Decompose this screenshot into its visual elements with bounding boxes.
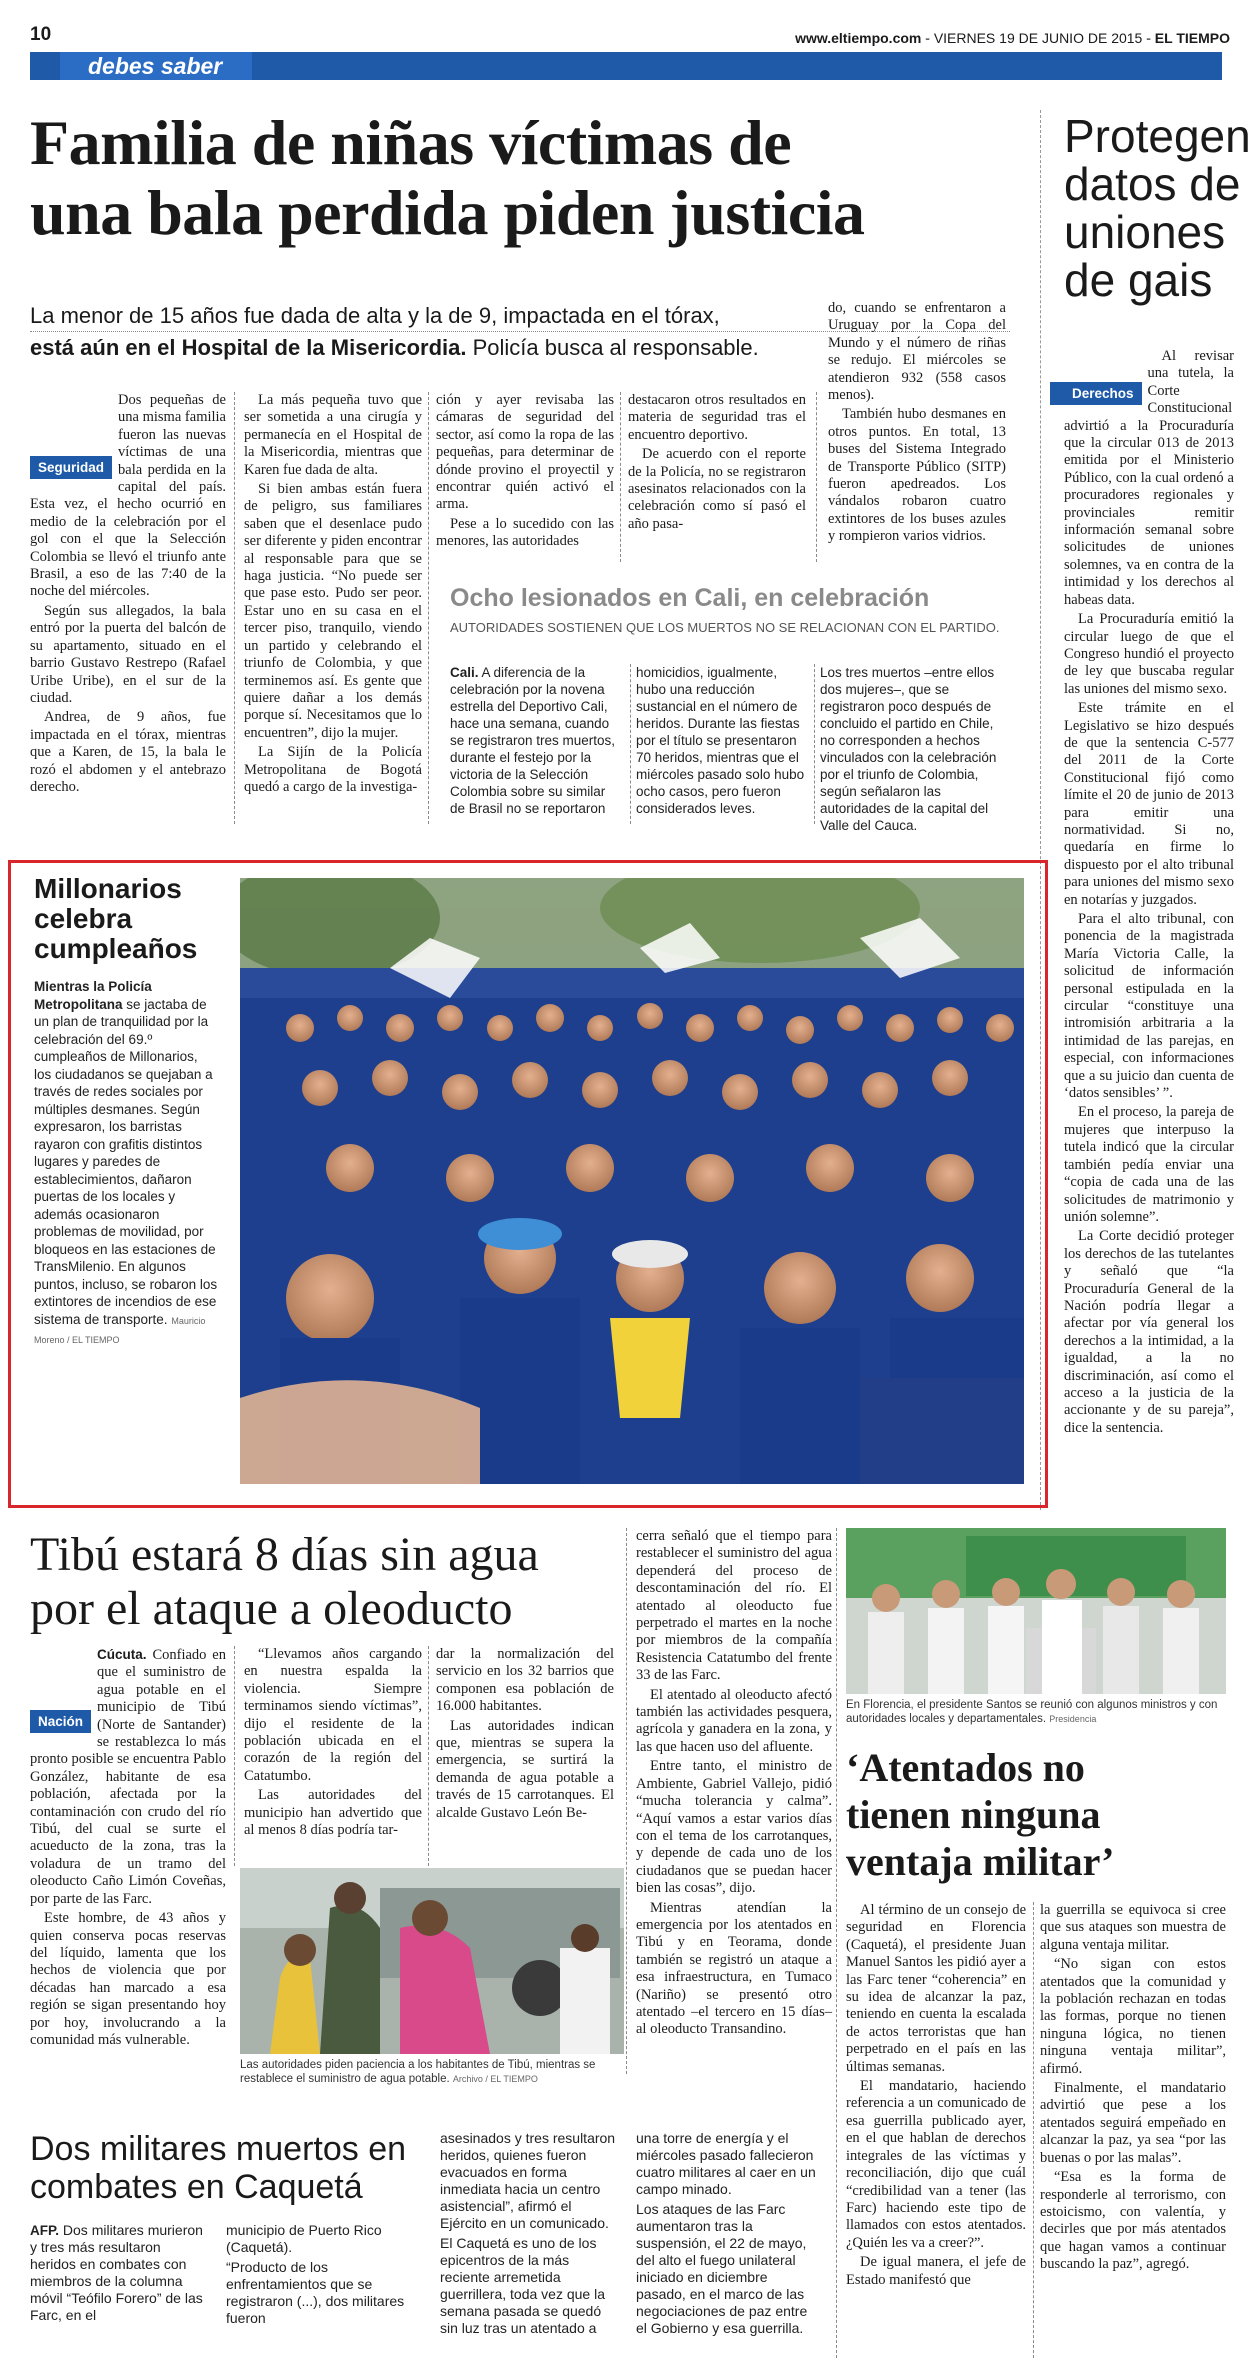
sidebar-p4: Para el alto tribunal, con ponencia de la magistrada María Victoria Calle, la solicitud de información personal estipulada en la circular “constituye una intromisión arbitraria a la intimidad de las parejas, en especial, con informaciones que a su juicio dan cuenta de ‘datos sensibles’ ”. xyxy=(1064,911,1234,1102)
military-col-4 xyxy=(636,2130,818,2340)
military-col3-p1: asesinados y tres resultaron heridos, quienes fueron evacuados en forma inmediata hacia un centro asistencial”, afirmó el Ejército en un comunicado. xyxy=(440,2130,616,2231)
feature-credit: Mauricio Moreno / EL TIEMPO xyxy=(34,1315,206,1345)
tibu-caption-text: Las autoridades piden paciencia a los habitantes de Tibú, mientras se restablece el suministro de agua potable. xyxy=(240,2059,596,2085)
feature-title-line1: Millonarios xyxy=(34,873,182,904)
tibu-caption xyxy=(240,2058,626,2086)
atentados-col2-p4: “Esa es la forma de responderle al terrorismo, con estoicismo, con valentía, y decirles que por más atentados que hagan vamos a continuar buscando la paz”, agregó. xyxy=(1040,2169,1226,2273)
nacion-tag: Nación xyxy=(30,1710,91,1733)
atentados-col1-p3: De igual manera, el jefe de Estado manifestó que xyxy=(846,2254,1026,2288)
page-number: 10 xyxy=(30,24,52,45)
feature-title xyxy=(34,874,197,964)
santos-image xyxy=(846,1528,1226,1694)
lead-col3-p2: Pese a lo sucedido con las menores, las autoridades xyxy=(436,515,614,550)
sidebar-p6: La Corte decidió proteger los derechos de las tutelantes y señaló que “la Procuraduría General de la Nación podría llegar a afectar por vía general los derechos a la intimidad, a la igualdad, a la no discriminación, así como el acceso a la justicia de la accionante y de su pareja”, dice la sentencia. xyxy=(1064,1228,1234,1436)
lead-col2-p2: Si bien ambas están fuera de peligro, sus familiares saben que el desenlace pudo ser diferente y piden encontrar al responsable para que se haga justicia. “No puede ser que pase esto. Pudo ser peor. Estar uno en su casa en el tercer piso, tranquilo, viendo un partido y celebrando el triunfo de Colombia, y que terminemos así. Es gente que quiere dañar a los demás porque sí. Necesitamos que lo encuentren”, dijo la mujer. xyxy=(244,481,422,741)
sidebar-headline-line4: de gais xyxy=(1064,254,1213,306)
header-dateline xyxy=(795,30,1230,46)
atentados-col-1 xyxy=(846,1902,1026,2291)
crowd-image xyxy=(240,878,1024,1484)
feature-title-line2: celebra xyxy=(34,903,133,934)
tibu-col3-p2: Las autoridades indican que, mientras se supera la emergencia, se surtirá la demanda de agua potable a través de 15 carrotanques. El alcalde Gustavo León Be- xyxy=(436,1717,614,1821)
feature-body: se jactaba de un plan de tranquilidad por la celebración del 69.º cumpleaños de Millonarios, los ciudadanos se quejaban a través de redes sociales por múltiples desmanes. Según expresaron, los barristas rayaron con grafitis distintos lugares y paredes de establecimientos, dañaron puertas de los locales y además ocasionaron problemas de movilidad, por bloqueos en las estaciones de TransMilenio. En algunos puntos, incluso, se robaron los extintores de incendios de ese sistema de transporte. xyxy=(34,996,218,1327)
sidebar-p1: Derechos Al revisar una tutela, la Corte Constitucional advirtió a la Procuraduría que la circular 013 de 2013 emitida por el Ministerio Público, con la cual ordenó a procuradores regionales y provinciales remitir información semanal sobre solicitudes de uniones solemnes, va en contra de la intimidad y los derechos al habeas data. xyxy=(1064,348,1234,609)
tibu-col-1 xyxy=(30,1646,226,2051)
lead-col2-p1: La más pequeña tuvo que ser sometida a una cirugía y permanecía en el Hospital de la Misericordia, mientras que Karen fue dada de alta. xyxy=(244,392,422,478)
atentados-col1-p1: Al término de un consejo de seguridad en Florencia (Caquetá), el presidente Juan Manuel Santos les pidió ayer a las Farc tener “coherencia” en su idea de alcanzar la paz, teniendo en cuenta la escalada de actos terroristas que han perpetrado en el país en las últimas semanas. xyxy=(846,1902,1026,2075)
lead-col4-p1: destacaron otros resultados en materia de seguridad tras el encuentro deportivo. xyxy=(628,392,806,443)
atentados-col2-p3: Finalmente, el mandatario advirtió que pese a los atentados seguirá empeñado en alcanzar la paz, ya sea “por las buenas o por las malas”. xyxy=(1040,2080,1226,2166)
military-headline-line1: Dos militares muertos en xyxy=(30,2130,407,2168)
cali-title: Ocho lesionados en Cali, en celebración xyxy=(450,584,930,612)
cali-col-3 xyxy=(820,664,1006,837)
tibu-col4-p2: El atentado al oleoducto afectó también las actividades pesquera, agrícola y ganadera en la zona, y las que hacen uso del afluente. xyxy=(636,1686,832,1755)
sidebar-body xyxy=(1064,348,1234,1439)
tibu-col4-p3: Entre tanto, el ministro de Ambiente, Gabriel Vallejo, pidió “mucha tolerancia y calma”. “Aquí vamos a estar varios días con el tema de los carrotanques, y depende de cada uno de los ciudadanos que se puedan hacer bien las cosas”, dijo. xyxy=(636,1758,832,1897)
santos-credit: Presidencia xyxy=(1049,1714,1097,1724)
tibu-col1-p2: Este hombre, de 43 años y quien conserva pocas reservas del líquido, lamenta que los hechos de violencia que por décadas han marcado a esa región se sigan presentando hoy por hoy, involucrando a la comunidad más vulnerable. xyxy=(30,1910,226,2048)
atentados-headline-line3: ventaja militar’ xyxy=(846,1839,1115,1884)
feature-text xyxy=(34,978,218,1350)
military-dateline: AFP. xyxy=(30,2223,60,2238)
military-col-1 xyxy=(30,2222,210,2327)
lead-deck-bold: está aún en el Hospital de la Misericordia. xyxy=(30,335,467,360)
tibu-photo xyxy=(240,1868,624,2054)
santos-photo xyxy=(846,1528,1226,1694)
lead-col-3 xyxy=(436,392,614,553)
lead-col5-p2: También hubo desmanes en otros puntos. En total, 13 buses del Sistema Integrado de Transporte Público (SITP) fueron apedreados. Los vándalos robaron cuatro extintores de los buses azules y rompieron varios vidrios. xyxy=(828,406,1006,545)
tibu-image xyxy=(240,1868,624,2054)
sidebar-p3: Este trámite en el Legislativo se hizo después de que la sentencia C-577 del 2011 de la Corte Constitucional fijó como límite el 20 de junio de 2013 para emitir una normatividad. Si no, quedaría en firme lo dispuesto por el alto tribunal para uniones del mismo sexo en notarías y juzgados. xyxy=(1064,700,1234,908)
header-sep: - xyxy=(1146,30,1155,46)
atentados-col1-p2: El mandatario, haciendo referencia a un comunicado de esa guerrilla publicado ayer, en el que hablan de derechos integrales de las víctimas y reconciliación, dijo que cuál “credibilidad van a tener (las Farc) haciendo este tipo de llamados con estos atentados. ¿Quién les va a creer?”. xyxy=(846,2078,1026,2251)
divider xyxy=(836,1528,837,2358)
lead-col-4 xyxy=(628,392,806,535)
military-col2-p1: municipio de Puerto Rico (Caquetá). xyxy=(226,2222,382,2255)
divider xyxy=(626,1528,627,2074)
lead-col-5 xyxy=(828,300,1006,548)
divider xyxy=(620,392,621,562)
feature-title-line3: cumpleaños xyxy=(34,933,198,964)
tibu-headline-line1: Tibú estará 8 días sin agua xyxy=(30,1528,539,1581)
divider xyxy=(814,664,815,824)
lead-col1-p2: Según sus allegados, la bala entró por la puerta del balcón de su apartamento, situado en el barrio Gustavo Restrepo (Rafael Uribe Uribe), en el sur de la ciudad. xyxy=(30,602,226,706)
military-col-3 xyxy=(440,2130,616,2340)
header-date: VIERNES 19 DE JUNIO DE 2015 xyxy=(933,30,1143,46)
lead-deck-line1: La menor de 15 años fue dada de alta y la de 9, impactada en el tórax, xyxy=(30,300,1010,332)
santos-caption xyxy=(846,1698,1226,1726)
military-col2-p2: “Producto de los enfrentamientos que se registraron (...), dos militares fueron xyxy=(226,2259,405,2326)
lead-col1-p1: Seguridad Dos pequeñas de una misma familia fueron las nuevas víctimas de una bala perdida en la capital del país. Esta vez, el hecho ocurrió en medio de la celebración por el gol con el que la Selección Colombia se llevó el triunfo ante Brasil, a eso de las 7:40 de la noche del miércoles. xyxy=(30,392,226,600)
divider xyxy=(234,1646,235,1866)
tibu-col4-p1: cerra señaló que el tiempo para restablecer el suministro del agua dependerá del proceso de descontaminación del río. El atentado al oleoducto fue perpetrado el martes en la noche por miembros de la compañía Resistencia Catatumbo del frente 33 de las Farc. xyxy=(636,1528,832,1684)
military-col1-p: AFP. Dos militares murieron y tres más resultaron heridos en combates con miembros de la columna móvil “Teófilo Forero” de las Farc, en el xyxy=(30,2222,203,2323)
site-url[interactable]: www.eltiempo.com xyxy=(795,30,922,46)
military-headline-line2: combates en Caquetá xyxy=(30,2168,363,2206)
paper-name: EL TIEMPO xyxy=(1154,30,1230,46)
cali-col1-p: Cali. A diferencia de la celebración por la novena estrella del Deportivo Cali, hace una semana, cuando se registraron tres muertos, durante el festejo por la victoria de la Selección Colombia sobre su similar de Brasil no se reportaron xyxy=(450,665,616,816)
cali-subtitle: AUTORIDADES SOSTIENEN QUE LOS MUERTOS NO SE RELACIONAN CON EL PARTIDO. xyxy=(450,620,1000,635)
tibu-col3-p1: dar la normalización del servicio en los 32 barrios que componen esa población de 16.000 habitantes. xyxy=(436,1646,614,1715)
divider xyxy=(1033,1902,1034,2358)
atentados-headline-line1: ‘Atentados no xyxy=(846,1745,1085,1790)
lead-headline-line1: Familia de niñas víctimas de xyxy=(30,107,792,178)
atentados-col-2 xyxy=(1040,1902,1226,2276)
santos-caption-text: En Florencia, el presidente Santos se reunió con algunos ministros y con autoridades locales y departamentales. xyxy=(846,1699,1218,1725)
military-col3-p2: El Caquetá es uno de los epicentros de la más reciente arremetida guerrillera, toda vez que la semana pasada se quedó sin luz tras un atentado a xyxy=(440,2235,605,2336)
lead-col2-p3: La Sijín de la Policía Metropolitana de Bogotá quedó a cargo de la investiga- xyxy=(244,744,422,795)
tibu-col2-p1: “Llevamos años cargando en nuestra espalda la violencia. Siempre terminamos siendo víctimas”, dijo el residente de la población ubicada en el corazón de la región del Catatumbo. xyxy=(244,1646,422,1784)
lead-col-2 xyxy=(244,392,422,798)
feature-lead: Mientras la Policía Metropolitana xyxy=(34,979,152,1012)
lead-headline xyxy=(30,108,1040,248)
sidebar-headline-line3: uniones xyxy=(1064,206,1226,258)
tibu-headline-line2: por el ataque a oleoducto xyxy=(30,1582,513,1635)
lead-headline-line2: una bala perdida piden justicia xyxy=(30,177,865,248)
lead-col5-p1: do, cuando se enfrentaron a Uruguay por la Copa del Mundo y el número de riñas se redujo. El miércoles se atendieron 932 (558 casos menos). xyxy=(828,300,1006,404)
military-col-2 xyxy=(226,2222,406,2330)
divider xyxy=(630,664,631,824)
military-col4-p1: una torre de energía y el miércoles pasado fallecieron cuatro militares al caer en un campo minado. xyxy=(636,2130,816,2197)
lead-col1-p3: Andrea, de 9 años, fue impactada en el tórax, mientras que a Karen, de 15, la bala le rozó el abdomen y el antebrazo derecho. xyxy=(30,709,226,795)
lead-col4-p2: De acuerdo con el reporte de la Policía, no se registraron asesinatos relacionados con la celebración como sí pasó el año pasa- xyxy=(628,446,806,532)
divider xyxy=(234,392,235,824)
cali-col2-p: homicidios, igualmente, hubo una reducción sustancial en el número de heridos. Durante las fiestas por el título se presentaron 70 heridos, mientras que el miércoles pasado solo hubo ocho casos, pero fueron considerados leves. xyxy=(636,665,805,816)
divider xyxy=(816,392,817,562)
atentados-col2-p1: la guerrilla se equivoca si cree que sus ataques son muestra de alguna ventaja militar. xyxy=(1040,1902,1226,1953)
lead-col-1 xyxy=(30,392,226,798)
tibu-col1-p1: Cúcuta. Nación Confiado en que el suministro de agua potable en el municipio de Tibú (Norte de Santander) se restablezca lo más pronto posible se encuentra Pablo González, habitante de esa población, afectada por la contaminación con crudo del río Tibú, del cual se surte el acueducto de la zona, tras la voladura de un tramo del oleoducto Caño Limón Coveñas, por parte de las Farc. xyxy=(30,1647,226,1907)
cali-col-1 xyxy=(450,664,624,820)
tibu-credit: Archivo / EL TIEMPO xyxy=(452,2074,538,2084)
sidebar-p2: La Procuraduría emitió la circular luego de que el Congreso hundió el proyecto de ley que buscaba regular las uniones del mismo sexo. xyxy=(1064,611,1234,697)
tibu-col4-p4: Mientras atendían la emergencia por los atentados en Tibú y en Teorama, donde también se registró un ataque a esa infraestructura, en Tumaco (Nariño) se presentó otro atentado –el tercero en 15 días– al oleoducto Transandino. xyxy=(636,1899,832,2038)
header-sep: - xyxy=(925,30,934,46)
divider xyxy=(428,392,429,824)
cali-col-2 xyxy=(636,664,808,820)
sidebar-headline-line1: Protegen xyxy=(1064,110,1251,162)
cali-dateline: Cali. xyxy=(450,665,479,680)
seguridad-tag: Seguridad xyxy=(30,456,112,479)
tibu-col-2 xyxy=(244,1646,422,1841)
atentados-headline xyxy=(846,1744,1226,1885)
sidebar-p5: En el proceso, la pareja de mujeres que interpuso la tutela indicó que la circular también pedía enviar una “copia de cada una de las solicitudes de matrimonio y unión solemne”. xyxy=(1064,1104,1234,1225)
section-tab: debes saber xyxy=(60,52,252,80)
lead-deck-rest: Policía busca al responsable. xyxy=(466,335,759,360)
lead-col3-p1: ción y ayer revisaba las cámaras de seguridad del sector, así como la ropa de las pequeñas, para determinar de dónde provino el proyectil y encontrar quién activó el arma. xyxy=(436,392,614,513)
tibu-col-3 xyxy=(436,1646,614,1824)
tibu-col2-p2: Las autoridades del municipio han advertido que al menos 8 días podría tar- xyxy=(244,1787,422,1839)
atentados-col2-p2: “No sigan con estos atentados que la comunidad y la población rechazan en todas las formas, porque no tienen ninguna lógica, no tienen ninguna ventaja militar”, afirmó. xyxy=(1040,1956,1226,2077)
tibu-dateline: Cúcuta. xyxy=(97,1647,147,1662)
derechos-tag: Derechos xyxy=(1050,382,1142,405)
atentados-headline-line2: tienen ninguna xyxy=(846,1792,1101,1837)
cali-col3-p: Los tres muertos –entre ellos dos mujeres–, que se registraron poco después de concluido el partido en Chile, no corresponden a hechos vinculados con la celebración por el triunfo de Colombia, según señalaron las autoridades de la capital del Valle del Cauca. xyxy=(820,665,997,833)
divider xyxy=(428,1646,429,1866)
military-col4-p2: Los ataques de las Farc aumentaron tras la suspensión, el 22 de mayo, del alto el fuego unilateral iniciado en diciembre pasado, en el marco de las negociaciones de paz entre el Gobierno y esa guerrilla. xyxy=(636,2201,808,2336)
tibu-col-4 xyxy=(636,1528,832,2041)
crowd-photo xyxy=(240,878,1024,1484)
tibu-headline xyxy=(30,1528,640,1636)
sidebar-headline-line2: datos de xyxy=(1064,158,1241,210)
sidebar-headline xyxy=(1064,112,1251,304)
